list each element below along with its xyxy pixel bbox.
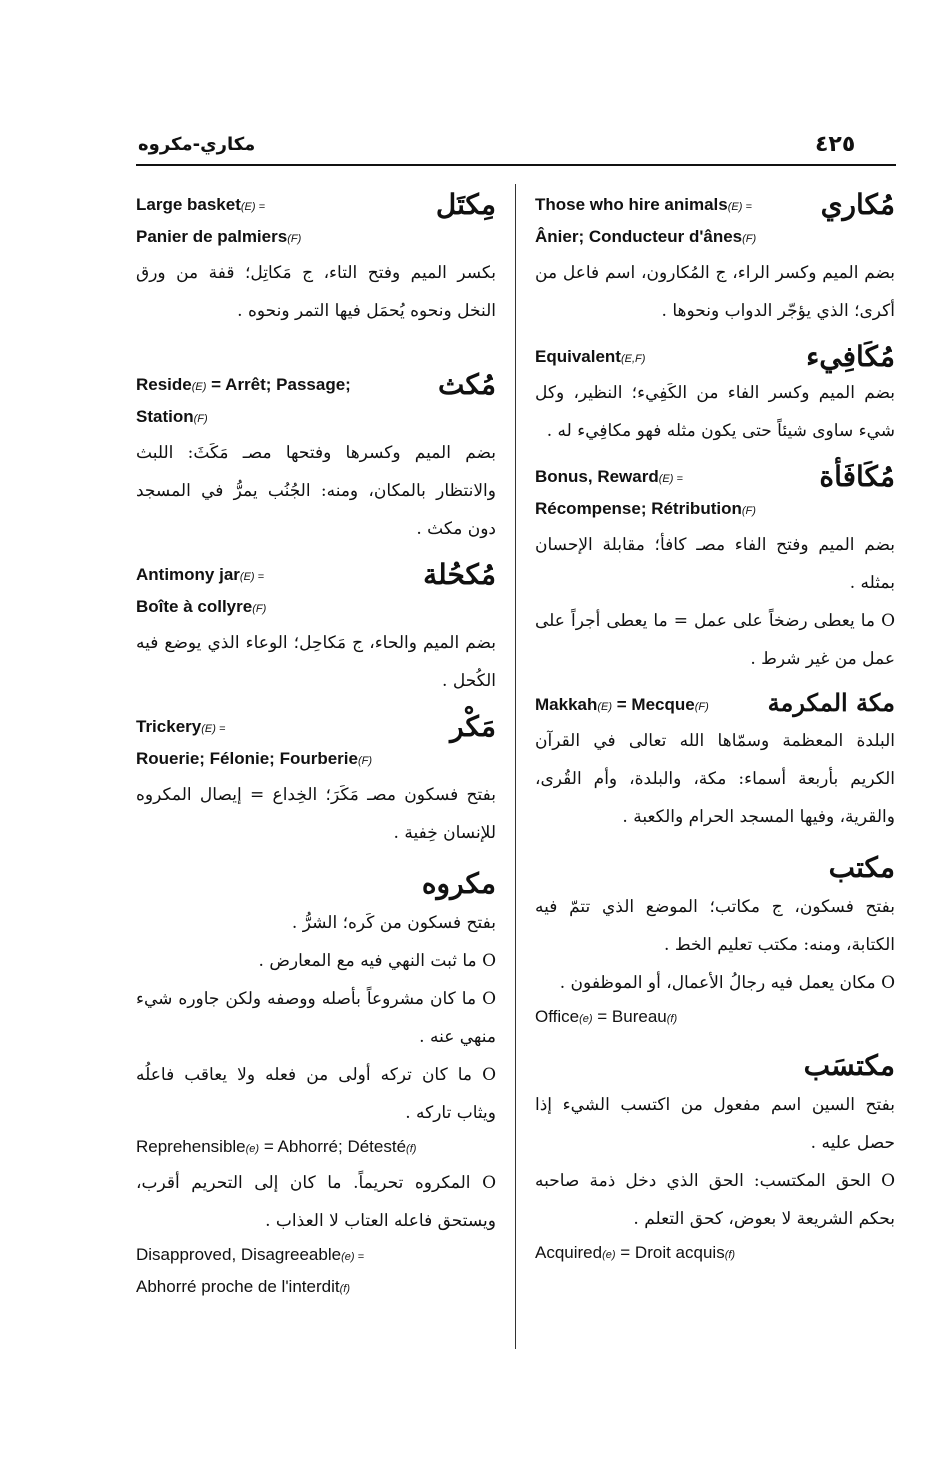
headword: مُكَافَأة bbox=[819, 460, 895, 493]
english-gloss: Reside(E) = Arrêt; Passage; bbox=[136, 375, 351, 394]
arabic-definition: بضم الميم والحاء، ج مَكاحِل؛ الوعاء الذي يوضع فيه الكُحل . bbox=[136, 633, 496, 691]
english-gloss: Large basket(E) = bbox=[136, 195, 266, 214]
english-gloss: Bonus, Reward(E) = bbox=[535, 467, 683, 486]
headword: مُكحُلة bbox=[423, 558, 496, 591]
french-gloss: Boîte à collyre(F) bbox=[136, 597, 267, 616]
arabic-subsense: O ما كان مشروعاً بأصله ووصفه ولكن جاوره شيء منهي عنه . bbox=[136, 989, 496, 1047]
english-gloss: Equivalent(E,F) bbox=[535, 347, 646, 366]
english-gloss: Trickery(E) = bbox=[136, 717, 226, 736]
headword: مكتسَب bbox=[803, 1049, 895, 1082]
english-gloss: Those who hire animals(E) = bbox=[535, 195, 752, 214]
entry-maktab bbox=[535, 848, 895, 1034]
entry-mukhula bbox=[136, 560, 496, 700]
header-rule bbox=[136, 164, 896, 166]
column-divider bbox=[515, 184, 516, 1349]
headword: مُكث bbox=[438, 368, 496, 401]
entry-mukth bbox=[136, 370, 496, 548]
entry-muktasab bbox=[535, 1046, 895, 1270]
english-gloss: Antimony jar(E) = bbox=[136, 565, 265, 584]
arabic-definition: بفتح السين اسم مفعول من اكتسب الشيء إذا حصل عليه . bbox=[535, 1095, 895, 1153]
arabic-definition: البلدة المعظمة وسمّاها الله تعالى في القرآن الكريم بأربعة أسماء: مكة، والبلدة، وأم القُرى، والقرية، وفيها المسجد الحرام والكعبة . bbox=[535, 731, 895, 827]
french-gloss: Rouerie; Félonie; Fourberie(F) bbox=[136, 749, 373, 768]
entry-makkah bbox=[535, 690, 895, 836]
arabic-subsense: O مكان يعمل فيه رجالُ الأعمال، أو الموظفون . bbox=[559, 973, 895, 993]
entry-miktal bbox=[136, 190, 496, 330]
arabic-definition: بضم الميم وكسر الفاء من الكَفِيء؛ النظير، وكل شيء ساوى شيئاً حتى يكون مثله فهو مكافِيء له . bbox=[535, 383, 895, 441]
french-gloss: Station(F) bbox=[136, 407, 208, 426]
french-gloss: Abhorré proche de l'interdit(f) bbox=[136, 1277, 350, 1296]
headword: مُكَافِيء bbox=[806, 340, 895, 373]
english-gloss: Reprehensible(e) = Abhorré; Détesté(f) bbox=[136, 1137, 417, 1156]
arabic-subsense: O ما يعطى رضخاً على عمل = ما يعطى أجراً على عمل من غير شرط . bbox=[535, 611, 895, 669]
french-gloss: Récompense; Rétribution(F) bbox=[535, 499, 756, 518]
arabic-definition: بفتح فسكون من كَره؛ الشرُّ . bbox=[291, 913, 496, 933]
running-title: مكاري-مكروه bbox=[138, 134, 256, 155]
arabic-definition: بكسر الميم وفتح التاء، ج مَكاتِل؛ قفة من ورق النخل ونحوه يُحمَل فيها التمر ونحوه . bbox=[136, 263, 496, 321]
entry-mukari bbox=[535, 190, 895, 330]
headword: مكروه bbox=[421, 867, 496, 900]
headword: مُكاري bbox=[820, 188, 895, 221]
arabic-definition: بضم الميم وفتح الفاء مصـ كافأ؛ مقابلة الإحسان بمثله . bbox=[535, 535, 895, 593]
arabic-definition: بضم الميم وكسرها وفتحها مصـ مَكَثَ: اللبث والانتظار بالمكان، ومنه: الجُنُب يمرُّ في المسجد دون مكث . bbox=[136, 443, 496, 539]
entry-makr bbox=[136, 712, 496, 852]
french-gloss: Panier de palmiers(F) bbox=[136, 227, 302, 246]
english-gloss: Office(e) = Bureau(f) bbox=[535, 1007, 678, 1026]
page-number: ٤٢٥ bbox=[815, 132, 856, 157]
arabic-subsense: O ما ثبت النهي فيه مع المعارض . bbox=[258, 951, 496, 971]
french-gloss: Ânier; Conducteur d'ânes(F) bbox=[535, 227, 757, 246]
entry-mukafi bbox=[535, 342, 895, 450]
headword: مكة المكرمة bbox=[767, 688, 895, 717]
left-column bbox=[136, 190, 496, 1316]
headword: مِكتَل bbox=[435, 188, 496, 221]
entry-mukafaa bbox=[535, 462, 895, 678]
arabic-definition: بفتح فسكون، ج مكاتب؛ الموضع الذي تتمّ فيه الكتابة، ومنه: مكتب تعليم الخط . bbox=[535, 897, 895, 955]
headword: مَكْر bbox=[450, 710, 496, 743]
arabic-subsense: O ما كان تركه أولى من فعله ولا يعاقب فاعلُه ويثاب تاركه . bbox=[136, 1065, 496, 1123]
entry-makruh bbox=[136, 864, 496, 1304]
arabic-subsense: O المكروه تحريماً. ما كان إلى التحريم أقرب، ويستحق فاعله العتاب لا العذاب . bbox=[136, 1173, 496, 1231]
english-gloss: Disapproved, Disagreeable(e) = bbox=[136, 1245, 364, 1264]
english-gloss: Acquired(e) = Droit acquis(f) bbox=[535, 1243, 736, 1262]
right-column bbox=[535, 190, 895, 1282]
headword: مكتب bbox=[828, 851, 895, 884]
english-gloss: Makkah(E) = Mecque(F) bbox=[535, 695, 709, 714]
arabic-definition: بفتح فسكون مصـ مَكَرَ؛ الخِداع = إيصال المكروه للإنسان خِفية . bbox=[136, 785, 496, 843]
arabic-definition: بضم الميم وكسر الراء، ج المُكارون، اسم فاعل من أكرى؛ الذي يؤجّر الدواب ونحوها . bbox=[535, 263, 895, 321]
arabic-subsense: O الحق المكتسب: الحق الذي دخل ذمة صاحبه بحكم الشريعة لا بعوض، كحق التعلم . bbox=[535, 1171, 895, 1229]
